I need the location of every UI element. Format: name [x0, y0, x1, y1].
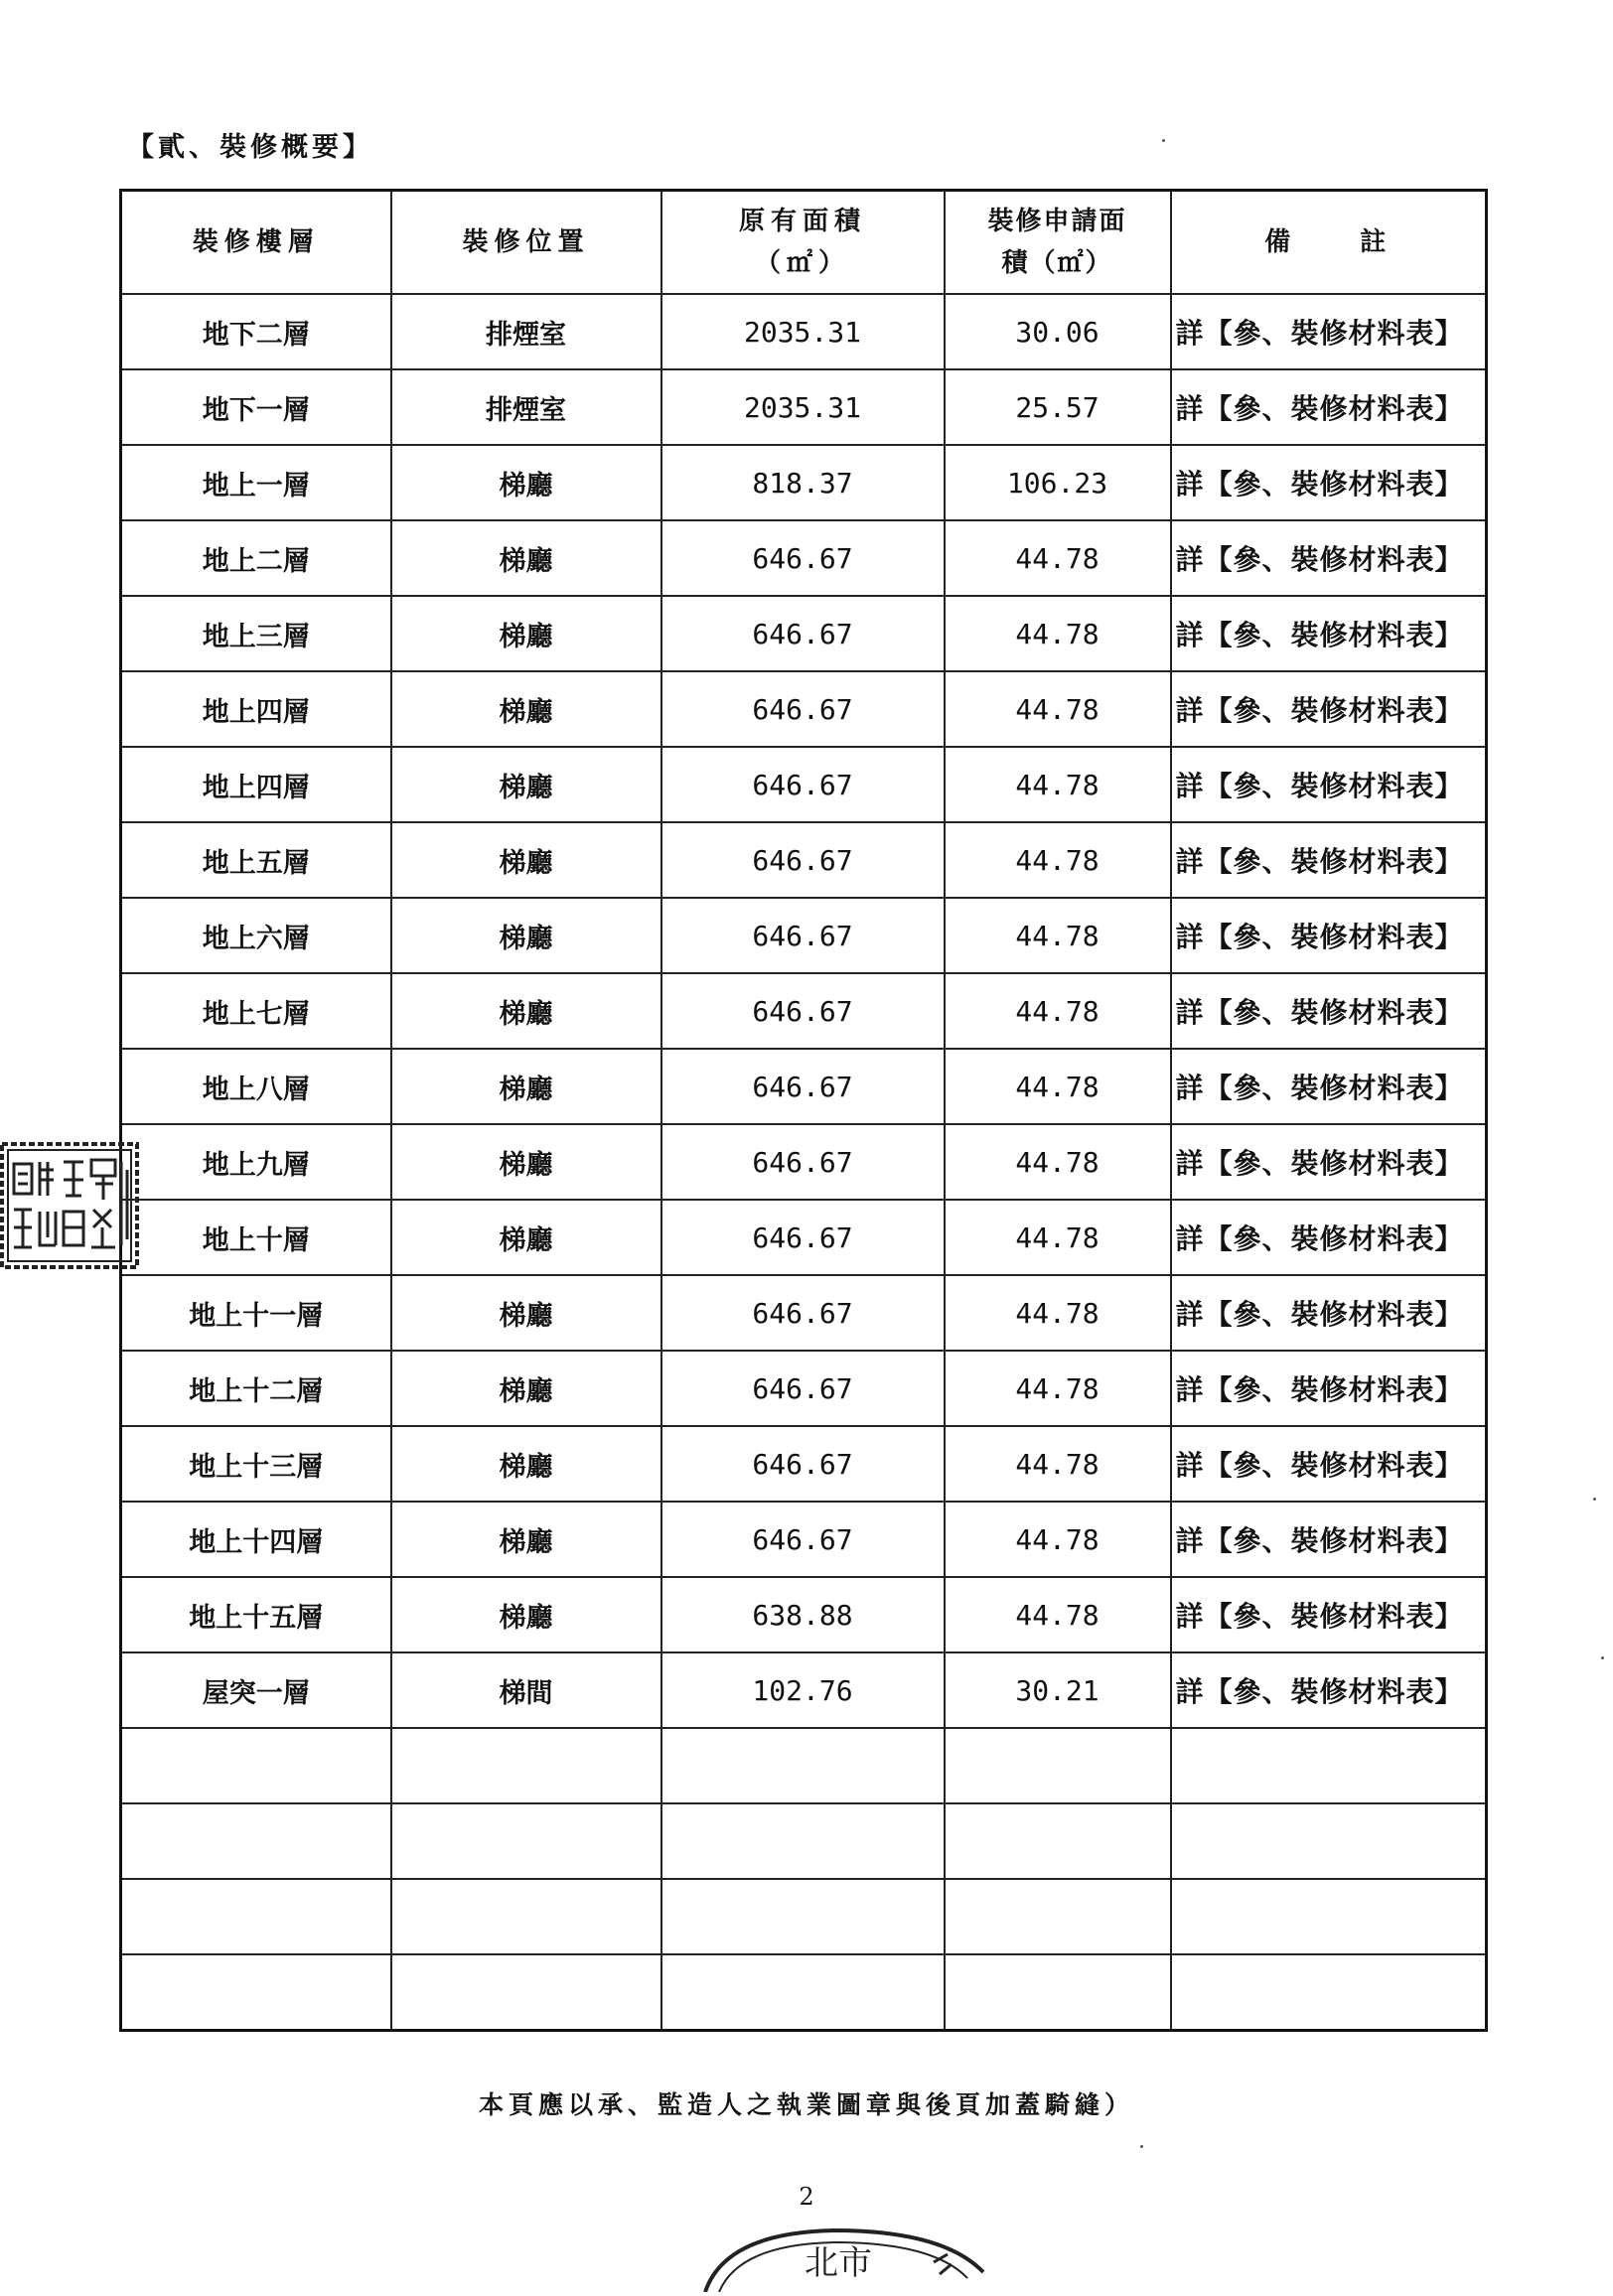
cell-location: 梯廳: [391, 1426, 661, 1502]
cell-requested-area: 44.78: [945, 973, 1171, 1049]
cell-remarks: 詳【參、裝修材料表】: [1171, 1426, 1487, 1502]
cell-remarks: 詳【參、裝修材料表】: [1171, 520, 1487, 596]
cell-original-area: 646.67: [661, 596, 945, 671]
table-row: [121, 1275, 1487, 1351]
cell-location: 梯廳: [391, 898, 661, 973]
table-row: [121, 1426, 1487, 1502]
cell-original-area: 2035.31: [661, 294, 945, 369]
cell-floor: 地上三層: [121, 596, 391, 671]
cell-requested-area: [945, 1728, 1171, 1803]
cell-requested-area: 44.78: [945, 1426, 1171, 1502]
footer-note: 本頁應以承、監造人之執業圖章與後頁加蓋騎縫）: [478, 2090, 1134, 2119]
table-row: [121, 369, 1487, 445]
table-row: [121, 1652, 1487, 1728]
cell-requested-area: 44.78: [945, 596, 1171, 671]
table-row: [121, 1879, 1487, 1954]
cell-remarks: 詳【參、裝修材料表】: [1171, 898, 1487, 973]
cell-location: 梯廳: [391, 520, 661, 596]
city-seal-graphic: [685, 2213, 1043, 2292]
cell-remarks: 詳【參、裝修材料表】: [1171, 1652, 1487, 1728]
table-row: [121, 747, 1487, 822]
cell-original-area: [661, 1954, 945, 2031]
cell-original-area: 2035.31: [661, 369, 945, 445]
table-row: [121, 596, 1487, 671]
cell-requested-area: 30.06: [945, 294, 1171, 369]
cell-floor: 地上七層: [121, 973, 391, 1049]
cell-location: [391, 1803, 661, 1879]
cell-requested-area: 44.78: [945, 1502, 1171, 1577]
cell-requested-area: [945, 1954, 1171, 2031]
cell-floor: [121, 1954, 391, 2031]
cell-location: [391, 1879, 661, 1954]
section-heading: 【貳、裝修概要】: [127, 132, 373, 163]
cell-original-area: 646.67: [661, 1049, 945, 1124]
cell-floor: 地上十四層: [121, 1502, 391, 1577]
cell-location: 梯廳: [391, 747, 661, 822]
cell-original-area: 646.67: [661, 671, 945, 747]
seal-stamp-graphic: [0, 1140, 141, 1271]
cell-location: 梯廳: [391, 1049, 661, 1124]
cell-floor: 地上一層: [121, 445, 391, 520]
cell-original-area: 646.67: [661, 898, 945, 973]
cell-floor: 地上十二層: [121, 1351, 391, 1426]
cell-original-area: 102.76: [661, 1652, 945, 1728]
cell-location: 梯廳: [391, 1577, 661, 1652]
cell-requested-area: 25.57: [945, 369, 1171, 445]
cell-requested-area: 44.78: [945, 1275, 1171, 1351]
cell-location: 梯廳: [391, 973, 661, 1049]
cell-floor: 地上八層: [121, 1049, 391, 1124]
renovation-summary-table: [119, 189, 1488, 2032]
table-row: [121, 1728, 1487, 1803]
cell-floor: 地上十一層: [121, 1275, 391, 1351]
table-row: [121, 1049, 1487, 1124]
cell-floor: [121, 1728, 391, 1803]
header-original-area-line1: 原有面積: [738, 207, 866, 236]
table-row: [121, 294, 1487, 369]
table-row: [121, 822, 1487, 898]
cell-remarks: 詳【參、裝修材料表】: [1171, 1577, 1487, 1652]
cell-original-area: 646.67: [661, 1502, 945, 1577]
table-row: [121, 1124, 1487, 1200]
cell-remarks: 詳【參、裝修材料表】: [1171, 1351, 1487, 1426]
cell-original-area: 818.37: [661, 445, 945, 520]
table-header-row: [121, 191, 1487, 295]
cell-original-area: 646.67: [661, 1426, 945, 1502]
page-number: 2: [799, 2183, 814, 2211]
table-body: [121, 294, 1487, 2031]
cell-floor: 地上四層: [121, 671, 391, 747]
cell-remarks: 詳【參、裝修材料表】: [1171, 973, 1487, 1049]
header-location: 裝修位置: [391, 191, 661, 295]
header-original-area: [661, 191, 945, 295]
cell-requested-area: [945, 1803, 1171, 1879]
cell-location: 梯廳: [391, 1502, 661, 1577]
cell-floor: [121, 1879, 391, 1954]
cell-location: [391, 1728, 661, 1803]
cell-remarks: 詳【參、裝修材料表】: [1171, 1275, 1487, 1351]
scan-speck: [1601, 1656, 1604, 1659]
cell-location: 梯廳: [391, 671, 661, 747]
cell-remarks: 詳【參、裝修材料表】: [1171, 747, 1487, 822]
cell-requested-area: 30.21: [945, 1652, 1171, 1728]
cell-original-area: 646.67: [661, 1351, 945, 1426]
table-row: [121, 1577, 1487, 1652]
cell-original-area: 646.67: [661, 520, 945, 596]
cell-floor: 地上九層: [121, 1124, 391, 1200]
table-row: [121, 1954, 1487, 2031]
cell-requested-area: 44.78: [945, 1351, 1171, 1426]
cell-floor: 地上十五層: [121, 1577, 391, 1652]
cell-original-area: 638.88: [661, 1577, 945, 1652]
cell-location: 梯廳: [391, 1124, 661, 1200]
cell-remarks: 詳【參、裝修材料表】: [1171, 294, 1487, 369]
cell-original-area: [661, 1879, 945, 1954]
header-requested-area-line1: 裝修申請面: [987, 207, 1127, 236]
cell-floor: 地上十層: [121, 1200, 391, 1275]
registration-seal-stamp: [0, 1140, 141, 1271]
cell-remarks: [1171, 1954, 1487, 2031]
cell-location: 排煙室: [391, 294, 661, 369]
cell-location: 梯廳: [391, 1275, 661, 1351]
cell-remarks: 詳【參、裝修材料表】: [1171, 445, 1487, 520]
cell-original-area: 646.67: [661, 1124, 945, 1200]
cell-floor: 地上二層: [121, 520, 391, 596]
table-row: [121, 1351, 1487, 1426]
header-requested-area-line2: 積（㎡）: [1001, 248, 1113, 278]
cell-requested-area: 44.78: [945, 1200, 1171, 1275]
cell-original-area: 646.67: [661, 822, 945, 898]
cell-requested-area: 44.78: [945, 1049, 1171, 1124]
cell-requested-area: [945, 1879, 1171, 1954]
cell-remarks: 詳【參、裝修材料表】: [1171, 596, 1487, 671]
cell-remarks: 詳【參、裝修材料表】: [1171, 1049, 1487, 1124]
cell-requested-area: 44.78: [945, 822, 1171, 898]
table-row: [121, 1803, 1487, 1879]
cell-floor: 地上五層: [121, 822, 391, 898]
cell-location: 梯間: [391, 1652, 661, 1728]
cell-original-area: [661, 1728, 945, 1803]
cell-floor: 地上十三層: [121, 1426, 391, 1502]
cell-remarks: [1171, 1803, 1487, 1879]
cell-requested-area: 44.78: [945, 898, 1171, 973]
cell-floor: 地上四層: [121, 747, 391, 822]
cell-location: 排煙室: [391, 369, 661, 445]
cell-floor: 地下二層: [121, 294, 391, 369]
city-seal-text: 北市: [805, 2243, 872, 2283]
city-seal-stamp: [685, 2213, 1043, 2292]
cell-floor: 地上六層: [121, 898, 391, 973]
table-row: [121, 898, 1487, 973]
cell-requested-area: 44.78: [945, 520, 1171, 596]
cell-requested-area: 44.78: [945, 671, 1171, 747]
scan-speck: [1162, 139, 1165, 142]
cell-floor: 地下一層: [121, 369, 391, 445]
cell-original-area: 646.67: [661, 747, 945, 822]
cell-location: 梯廳: [391, 445, 661, 520]
cell-original-area: 646.67: [661, 1275, 945, 1351]
table-row: [121, 1200, 1487, 1275]
cell-requested-area: 106.23: [945, 445, 1171, 520]
table-row: [121, 671, 1487, 747]
cell-remarks: 詳【參、裝修材料表】: [1171, 671, 1487, 747]
cell-requested-area: 44.78: [945, 1577, 1171, 1652]
cell-location: 梯廳: [391, 1200, 661, 1275]
cell-remarks: 詳【參、裝修材料表】: [1171, 1200, 1487, 1275]
header-original-area-line2: （㎡）: [754, 248, 850, 278]
cell-remarks: [1171, 1879, 1487, 1954]
table-row: [121, 973, 1487, 1049]
table-row: [121, 520, 1487, 596]
table-row: [121, 445, 1487, 520]
table-row: [121, 1502, 1487, 1577]
scan-speck: [1140, 2145, 1143, 2148]
cell-original-area: 646.67: [661, 1200, 945, 1275]
cell-location: 梯廳: [391, 1351, 661, 1426]
cell-location: 梯廳: [391, 822, 661, 898]
header-floor: 裝修樓層: [121, 191, 391, 295]
header-requested-area: [945, 191, 1171, 295]
cell-remarks: 詳【參、裝修材料表】: [1171, 822, 1487, 898]
cell-remarks: [1171, 1728, 1487, 1803]
cell-remarks: 詳【參、裝修材料表】: [1171, 1124, 1487, 1200]
cell-requested-area: 44.78: [945, 1124, 1171, 1200]
cell-requested-area: 44.78: [945, 747, 1171, 822]
cell-original-area: [661, 1803, 945, 1879]
cell-location: [391, 1954, 661, 2031]
scan-speck: [1593, 1498, 1596, 1501]
cell-floor: [121, 1803, 391, 1879]
cell-location: 梯廳: [391, 596, 661, 671]
cell-floor: 屋突一層: [121, 1652, 391, 1728]
cell-original-area: 646.67: [661, 973, 945, 1049]
header-remarks: 備 註: [1171, 191, 1487, 295]
cell-remarks: 詳【參、裝修材料表】: [1171, 369, 1487, 445]
cell-remarks: 詳【參、裝修材料表】: [1171, 1502, 1487, 1577]
